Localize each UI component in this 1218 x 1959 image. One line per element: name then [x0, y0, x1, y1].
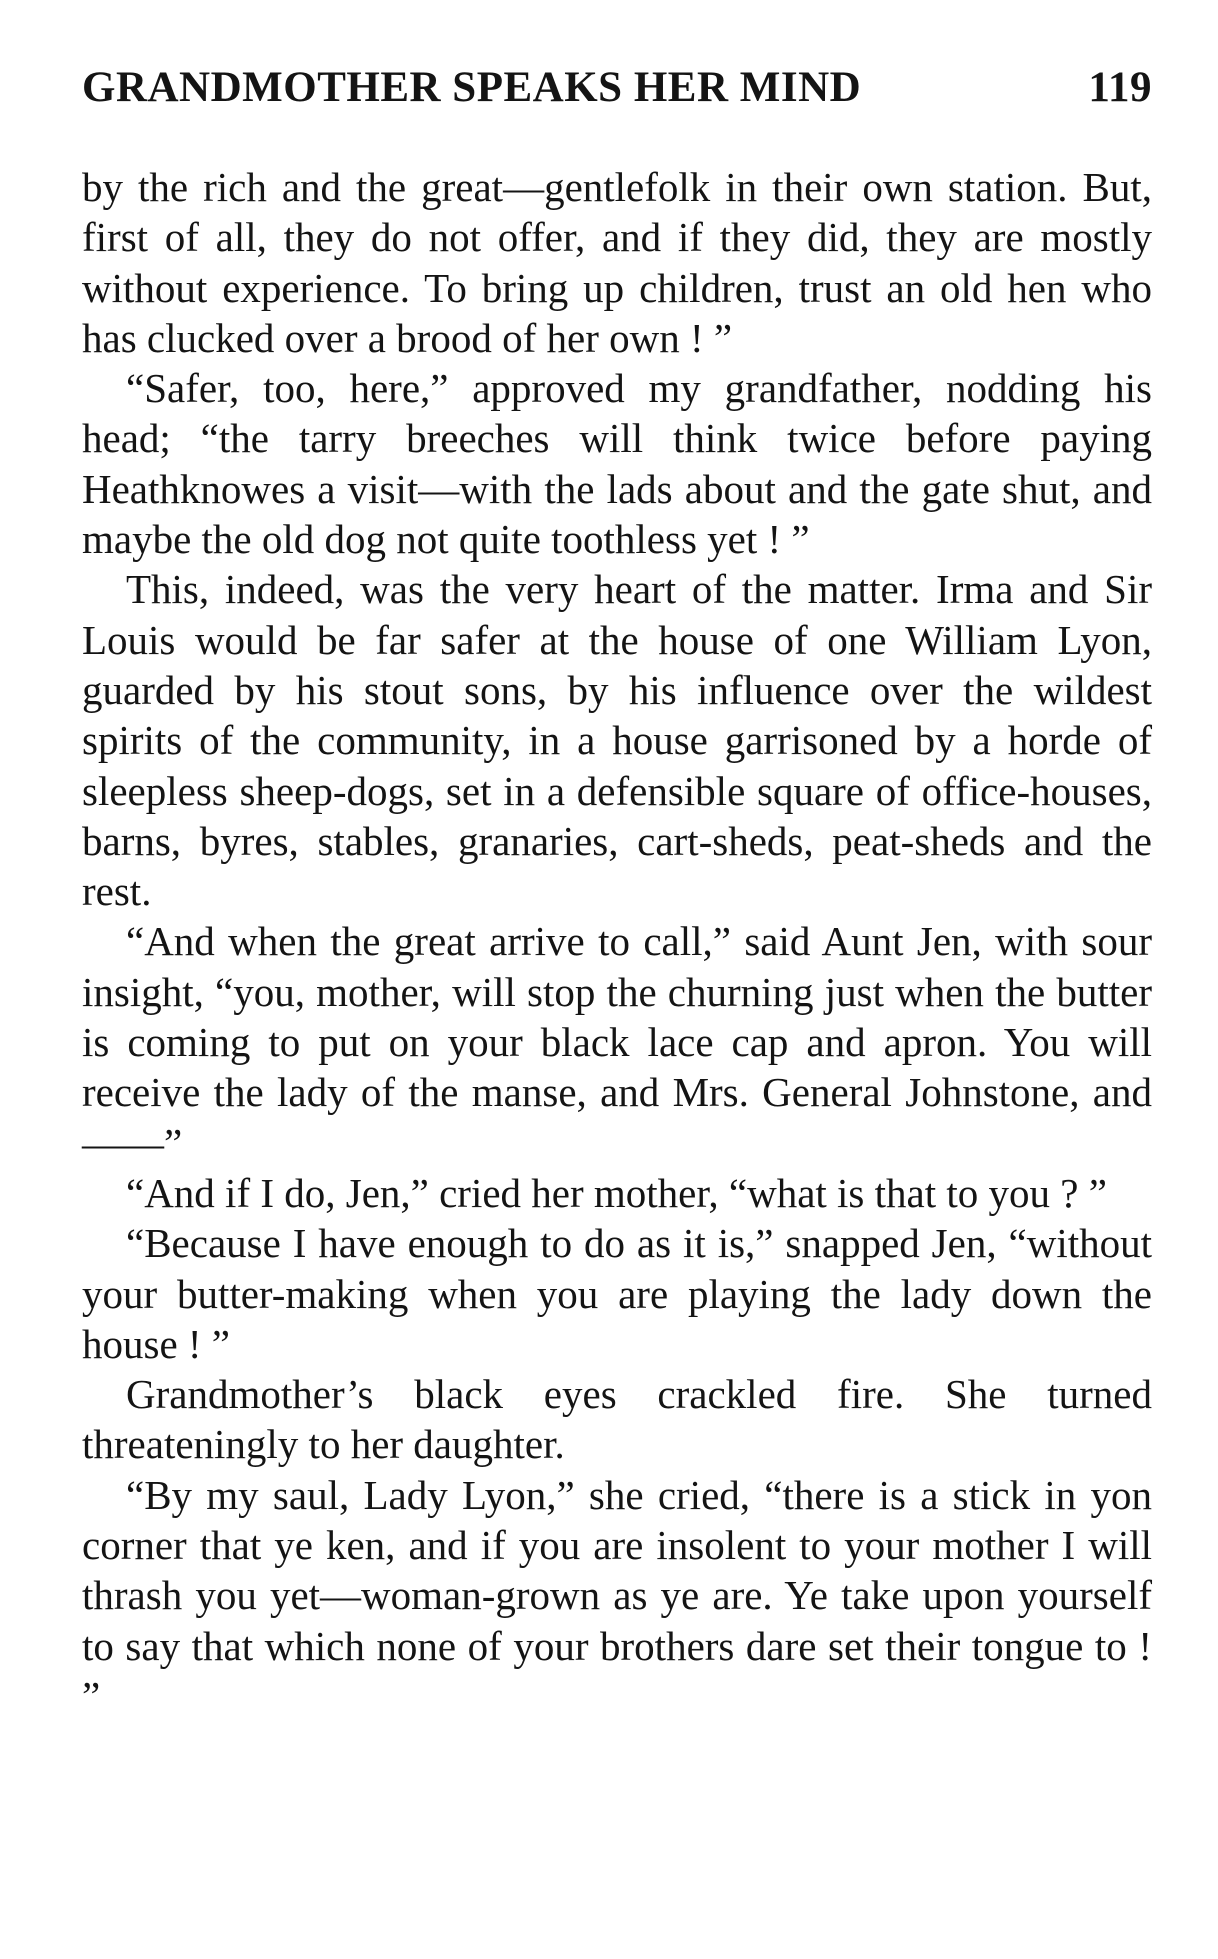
- body-text: [82, 162, 1152, 1721]
- chapter-title: GRANDMOTHER SPEAKS HER MIND: [82, 64, 862, 111]
- paragraph: “Because I have enough to do as it is,” snapped Jen, “without your butter-making when you are playing the lady down the house ! ”: [82, 1220, 1152, 1367]
- running-header: [82, 58, 1152, 118]
- paragraph: Grandmother’s black eyes crackled fire. She turned threateningly to her daughter.: [82, 1371, 1152, 1468]
- paragraph: “Safer, too, here,” approved my grandfather, nodding his head; “the tarry breeches will think twice before paying Heathknowes a visit—with the lads about and the gate shut, and maybe the old dog not quite toothless yet ! ”: [82, 365, 1152, 563]
- page-number: 119: [1088, 64, 1152, 111]
- paragraph: “And if I do, Jen,” cried her mother, “what is that to you ? ”: [126, 1169, 1107, 1216]
- paragraph: by the rich and the great—gentlefolk in their own station. But, first of all, they do not offer, and if they did, they are mostly without experience. To bring up children, trust an old hen who has clucked over a brood of her own ! ”: [82, 164, 1152, 361]
- book-page: [82, 58, 1152, 1721]
- paragraph: “And when the great arrive to call,” said Aunt Jen, with sour insight, “you, mother, will stop the churning just when the butter is coming to put on your black lace cap and apron. You will receive the lady of the manse, and Mrs. General Johnstone, and——”: [82, 918, 1152, 1166]
- paragraph: This, indeed, was the very heart of the matter. Irma and Sir Louis would be far safer at the house of one William Lyon, guarded by his stout sons, by his influence over the wildest spirits of the community, in a house garrisoned by a horde of sleepless sheep-dogs, set in a defensible square of office-houses, barns, byres, stables, granaries, cart-sheds, peat-sheds and the rest.: [82, 566, 1152, 915]
- paragraph: “By my saul, Lady Lyon,” she cried, “there is a stick in yon corner that ye ken, and if you are insolent to your mother I will thrash you yet—woman-grown as ye are. Ye take upon yourself to say that which none of your brothers dare set their tongue to ! ”: [82, 1471, 1152, 1719]
